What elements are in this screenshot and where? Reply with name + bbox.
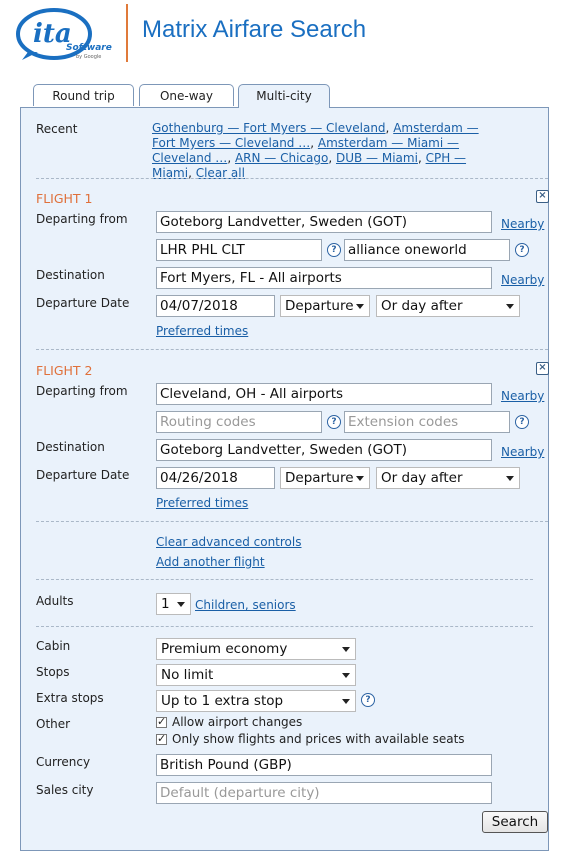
destination-label: Destination [36,268,105,282]
stops-select[interactable] [156,664,356,686]
chevron-down-icon [342,699,350,704]
extension-help-icon[interactable]: ? [515,243,529,257]
cabin-select[interactable] [156,638,356,660]
routing-help-icon[interactable]: ? [327,415,341,429]
select-value: Premium economy [161,641,288,657]
select-value: Or day after [381,298,463,314]
chevron-down-icon [342,673,350,678]
allow-airport-changes-checkbox[interactable] [156,717,167,728]
flight-2-date-input[interactable]: 04/26/2018 [156,467,275,489]
sales-city-input[interactable]: Default (departure city) [156,782,492,804]
currency-input[interactable]: British Pound (GBP) [156,754,492,776]
chevron-down-icon [177,602,185,607]
flight-1-preferred-times-link[interactable]: Preferred times [156,324,249,338]
allow-airport-changes-label: Allow airport changes [172,715,303,729]
sales-city-label: Sales city [36,783,94,797]
chevron-down-icon [506,304,514,309]
flight-1-departing-input[interactable]: Goteborg Landvetter, Sweden (GOT) [156,211,492,233]
svg-text:Software: Software [66,43,112,53]
select-value: Departure [285,470,354,486]
divider [36,626,533,627]
recent-link[interactable]: Amsterdam — Miami — Cleveland … [152,136,460,165]
search-button[interactable]: Search [482,811,548,833]
recent-searches: Gothenburg — Fort Myers — Cleveland, Amsterdam — Fort Myers — Cleveland …, Amsterdam — Miami — Cleveland …, ARN — Chicago, DUB — Miami, CPH — Miami, Clear all [152,121,479,180]
flight-1-title: FLIGHT 1 [36,191,93,206]
divider [36,349,548,350]
chevron-down-icon [342,647,350,652]
other-label: Other [36,717,71,731]
routing-help-icon[interactable]: ? [327,243,341,257]
flight-1-destination-nearby-link[interactable]: Nearby [501,273,545,287]
recent-link[interactable]: Gothenburg — Fort Myers — Cleveland [152,121,386,135]
flight-2-departing-nearby-link[interactable]: Nearby [501,389,545,403]
svg-text:ita: ita [33,19,72,49]
flight-1-destination-input[interactable]: Fort Myers, FL - All airports [156,267,492,289]
flight-1-extension-codes-input[interactable]: alliance oneworld [344,239,510,261]
flight-2-extension-codes-input[interactable]: Extension codes [344,411,510,433]
departing-from-label: Departing from [36,384,128,398]
remove-flight-2-icon[interactable]: × [536,362,549,375]
select-value: Or day after [381,470,463,486]
divider [36,521,548,522]
currency-label: Currency [36,755,91,769]
flight-1-date-type-select[interactable] [280,295,370,317]
extra-stops-select[interactable] [156,690,356,712]
flight-2-title: FLIGHT 2 [36,363,93,378]
chevron-down-icon [506,476,514,481]
add-another-flight-link[interactable]: Add another flight [156,555,265,569]
select-value: Up to 1 extra stop [161,693,284,709]
recent-link[interactable]: CPH — Miami [152,151,467,180]
cabin-label: Cabin [36,639,71,653]
adults-label: Adults [36,594,74,608]
flight-2-preferred-times-link[interactable]: Preferred times [156,496,249,510]
flight-2-destination-input[interactable]: Goteborg Landvetter, Sweden (GOT) [156,439,492,461]
tab-round-trip[interactable]: Round trip [33,84,134,106]
chevron-down-icon [356,476,364,481]
extra-stops-label: Extra stops [36,691,104,705]
divider [36,579,533,580]
divider [36,178,548,179]
extension-help-icon[interactable]: ? [515,415,529,429]
extra-stops-help-icon[interactable]: ? [361,693,375,707]
only-available-seats-label: Only show flights and prices with available seats [172,732,465,746]
ita-software-logo [16,6,128,62]
departing-from-label: Departing from [36,212,128,226]
adults-select[interactable] [156,593,191,615]
clear-advanced-controls-link[interactable]: Clear advanced controls [156,535,302,549]
recent-link[interactable]: DUB — Miami [335,151,418,165]
departure-date-label: Departure Date [36,468,130,482]
flight-2-departing-input[interactable]: Cleveland, OH - All airports [156,383,492,405]
flight-1-departing-nearby-link[interactable]: Nearby [501,217,545,231]
recent-link[interactable]: Amsterdam — Fort Myers — Cleveland … [152,121,479,150]
tab-one-way[interactable]: One-way [139,84,234,106]
flight-2-date-type-select[interactable] [280,467,370,489]
header-divider [126,4,128,62]
children-seniors-link[interactable]: Children, seniors [195,598,296,612]
select-value: 1 [161,596,170,612]
remove-flight-1-icon[interactable]: × [536,190,549,203]
clear-all-link[interactable]: Clear all [195,166,245,180]
only-available-seats-checkbox[interactable] [156,734,167,745]
destination-label: Destination [36,440,105,454]
select-value: No limit [161,667,214,683]
stops-label: Stops [36,665,70,679]
flight-1-date-flex-select[interactable] [376,295,520,317]
flight-2-date-flex-select[interactable] [376,467,520,489]
flight-2-routing-codes-input[interactable]: Routing codes [156,411,322,433]
svg-text:by Google: by Google [76,54,102,60]
select-value: Departure [285,298,354,314]
page-title: Matrix Airfare Search [142,16,367,43]
flight-2-destination-nearby-link[interactable]: Nearby [501,445,545,459]
recent-link[interactable]: ARN — Chicago [234,151,329,165]
tab-multi-city[interactable]: Multi-city [238,84,330,108]
departure-date-label: Departure Date [36,296,130,310]
recent-label: Recent [36,122,78,136]
flight-1-date-input[interactable]: 04/07/2018 [156,295,275,317]
chevron-down-icon [356,304,364,309]
flight-1-routing-codes-input[interactable]: LHR PHL CLT [156,239,322,261]
